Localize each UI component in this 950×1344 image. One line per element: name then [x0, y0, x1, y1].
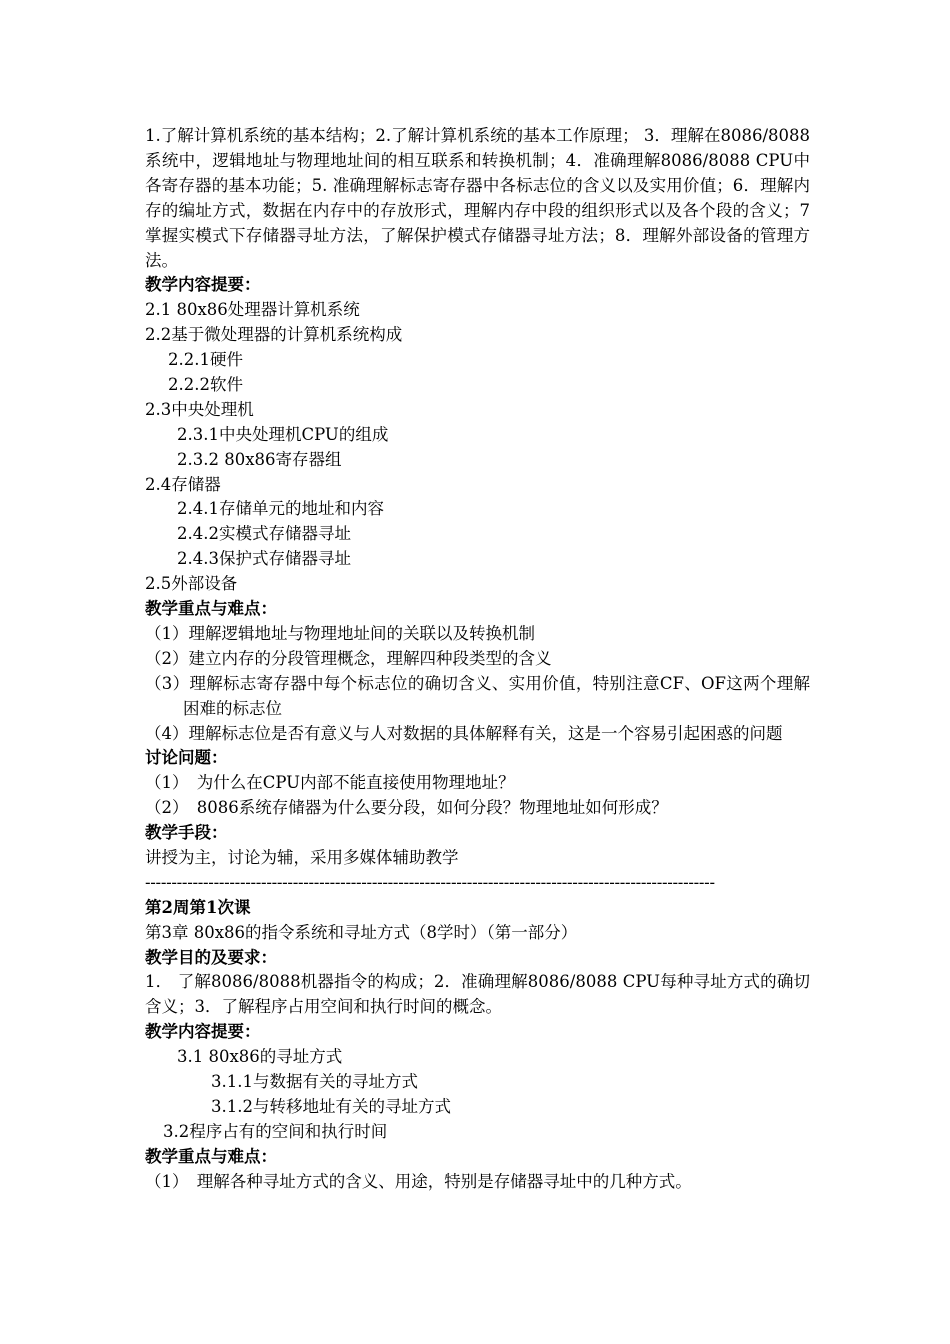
content-item: 2.2.2软件 [168, 375, 243, 394]
key-points-heading: 教学重点与难点： [145, 1146, 277, 1166]
content-item: 3.1.1与数据有关的寻址方式 [211, 1072, 418, 1092]
content-item: 2.1 80x86处理器计算机系统 [145, 300, 360, 320]
discussion-heading: 讨论问题： [145, 748, 228, 768]
discussion-item: （2） 8086系统存储器为什么要分段，如何分段？物理地址如何形成？ [145, 798, 668, 818]
content-item: 2.3.2 80x86寄存器组 [177, 449, 342, 469]
content-item: 2.3中央处理机 [145, 399, 254, 419]
content-item: 3.1.2与转移地址有关的寻址方式 [211, 1096, 451, 1116]
key-point: （1） 理解各种寻址方式的含义、用途，特别是存储器寻址中的几种方式。 [145, 1171, 692, 1191]
objectives-heading: 教学目的及要求： [145, 947, 277, 967]
content-item: 2.4.1存储单元的地址和内容 [177, 499, 384, 519]
discussion-item: （1） 为什么在CPU内部不能直接使用物理地址？ [145, 773, 515, 793]
key-point: （4）理解标志位是否有意义与人对数据的具体解释有关，这是一个容易引起困惑的问题 [145, 723, 783, 743]
content-item: 2.3.1中央处理机CPU的组成 [177, 424, 389, 444]
content-item: 2.5外部设备 [145, 574, 238, 594]
content-item: 2.2.1硬件 [168, 350, 243, 370]
key-point: （1）理解逻辑地址与物理地址间的关联以及转换机制 [145, 623, 535, 643]
content-item: 3.1 80x86的寻址方式 [177, 1047, 343, 1067]
chapter-title: 第3章 80x86的指令系统和寻址方式（8学时）（第一部分） [145, 922, 578, 942]
document-page [145, 124, 810, 1194]
section-separator: ------------------------------------------------------------------------------------------------------------ [145, 872, 715, 892]
content-item: 2.4.2实模式存储器寻址 [177, 524, 351, 544]
lesson-title: 第2周第1次课 [145, 897, 251, 917]
content-item: 2.4存储器 [145, 474, 221, 494]
objectives-text: 1． 了解8086/8088机器指令的构成；2．准确理解8086/8088 CPU每种寻址方式的确切含义；3．了解程序占用空间和执行时间的概念。 [145, 972, 810, 1017]
content-item: 2.2基于微处理器的计算机系统构成 [145, 325, 403, 345]
methods-text: 讲授为主，讨论为辅，采用多媒体辅助教学 [145, 847, 459, 867]
content-heading: 教学内容提要： [145, 275, 261, 295]
key-points-heading: 教学重点与难点： [145, 599, 277, 619]
methods-heading: 教学手段： [145, 823, 228, 843]
key-point: （2）建立内存的分段管理概念，理解四种段类型的含义 [145, 648, 552, 668]
intro-paragraph: 1.了解计算机系统的基本结构；2.了解计算机系统的基本工作原理； 3．理解在8086/8088系统中，逻辑地址与物理地址间的相互联系和转换机制；4．准确理解8086/8088 CPU中各寄存器的基本功能；5. 准确理解标志寄存器中各标志位的含义以及实用价值；6．理解内存的编址方式，数据在内存中的存放形式，理解内存中段的组织形式以及各个段的含义；7掌握实模式下存储器寻址方法，了解保护模式存储器寻址方法；8．理解外部设备的管理方法。 [145, 126, 810, 270]
content-heading: 教学内容提要： [145, 1022, 261, 1042]
content-item: 2.4.3保护式存储器寻址 [177, 549, 351, 569]
content-item: 3.2程序占有的空间和执行时间 [163, 1121, 388, 1141]
key-point: （3）理解标志寄存器中每个标志位的确切含义、实用价值，特别注意CF、OF这两个理解困难的标志位 [145, 673, 810, 718]
